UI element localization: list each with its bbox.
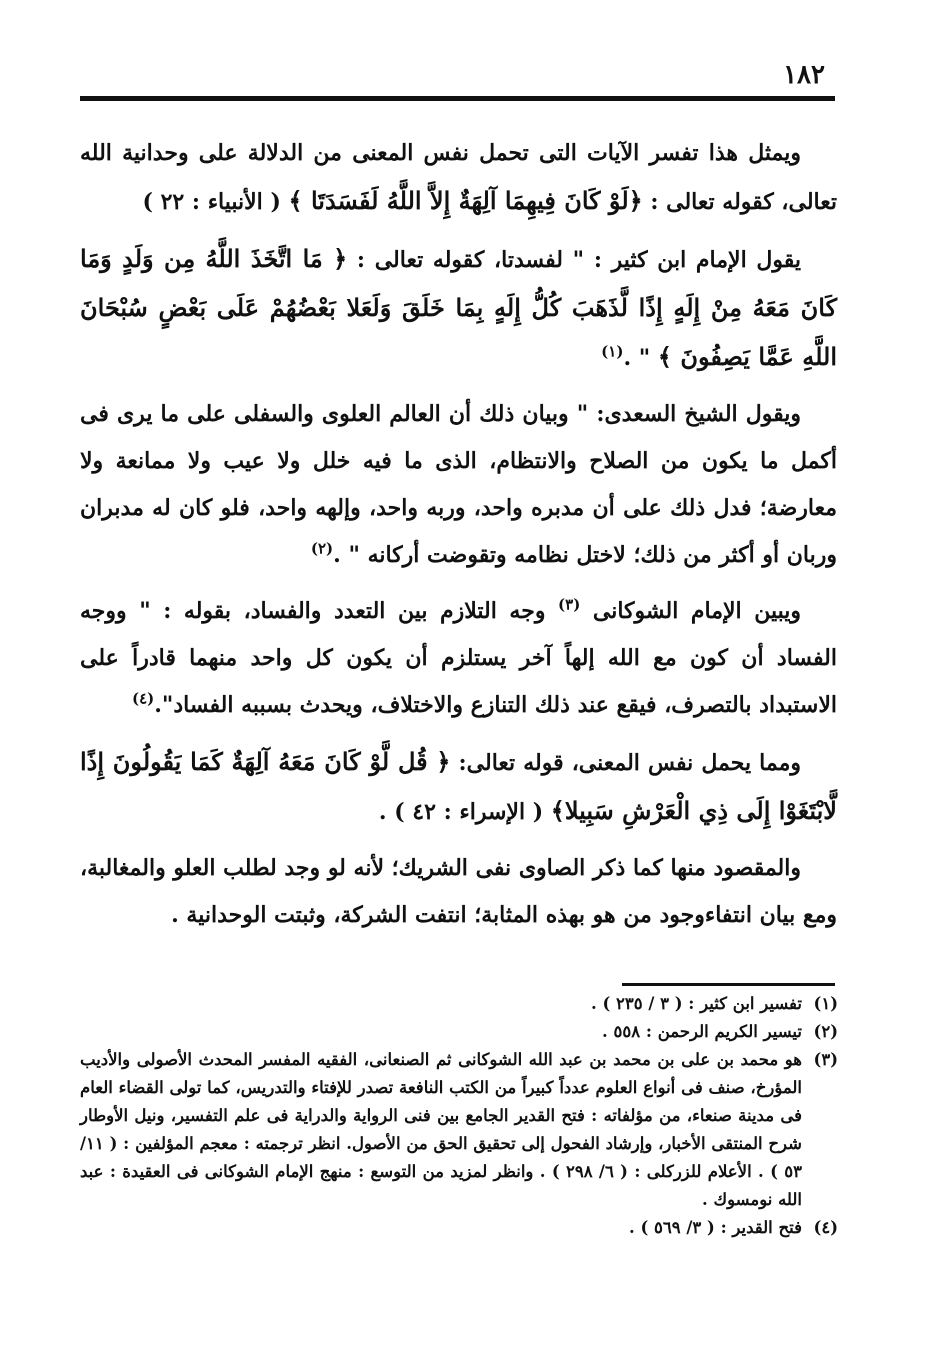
header-rule	[80, 96, 835, 101]
text-span: " .	[623, 345, 658, 371]
text-span: وجه التلازم بين التعدد والفساد، بقوله : " ووجه الفساد أن كون مع الله إلهاً آخر يستلزم أن يكون كل واحد منهما قادراً على الاستبداد بالتصرف، فيقع عند ذلك التنازع والاختلاف، ويحدث بسببه الفساد".	[80, 598, 837, 718]
paragraph-6	[80, 845, 837, 939]
footnote-ref: (٣)	[558, 595, 581, 614]
footnote-text: تفسير ابن كثير : ( ٣ / ٢٣٥ ) .	[590, 994, 802, 1013]
footnote-number: (٢)	[813, 1022, 838, 1041]
footnote-ref: (١)	[601, 342, 624, 361]
paragraph-4	[80, 588, 837, 729]
text-span: ويقول الشيخ السعدى: " وبيان ذلك أن العالم العلوى والسفلى على ما يرى فى أكمل ما يكون من الصلاح والانتظام، الذى ما فيه خلل ولا عيب ولا ممانعة ولا معارضة؛ فدل ذلك على أن مدبره واحد، وربه واحد، وإلهه واحد، فلو كان له مدبران وربان أو أكثر من ذلك؛ لاختل نظامه وتقوضت أركانه " .	[80, 401, 837, 568]
text-span: ومما يحمل نفس المعنى، قوله تعالى:	[450, 750, 802, 776]
text-span: ويمثل هذا تفسر الآيات التى تحمل نفس المعنى من الدلالة على وحدانية الله تعالى، كقوله تعالى :	[80, 140, 837, 215]
paragraph-1	[80, 130, 837, 226]
text-span: يقول الإمام ابن كثير : " لفسدتا، كقوله تعالى :	[347, 247, 801, 273]
footnote-2	[80, 1018, 838, 1046]
quran-verse: ﴿ مَا اتَّخَذَ اللَّهُ مِن وَلَدٍ وَمَا كَانَ مَعَهُ مِنْ إِلَهٍ إِذًا لَّذَهَبَ كُلُّ إِلَهٍ بِمَا خَلَقَ وَلَعَلا بَعْضُهُمْ عَلَى بَعْضٍ سُبْحَانَ اللَّهِ عَمَّا يَصِفُونَ ﴾	[80, 244, 837, 371]
footnote-rule	[622, 983, 835, 986]
footnote-text: فتح القدير : ( ٣/ ٥٦٩ ) .	[628, 1218, 802, 1237]
footnote-ref: (٤)	[131, 689, 155, 708]
paragraph-2	[80, 235, 837, 382]
quran-verse: ﴿لَوْ كَانَ فِيهِمَا آلِهَةٌ إِلاَّ اللَّهُ لَفَسَدَتَا ﴾	[288, 186, 643, 215]
text-span: والمقصود منها كما ذكر الصاوى نفى الشريك؛ لأنه لو وجد لطلب العلو والمغالبة، ومع بيان انتفاءوجود من هو بهذه المثابة؛ انتفت الشركة، وثبتت الوحدانية .	[79, 855, 837, 928]
quran-verse: ﴿ قُل لَّوْ كَانَ مَعَهُ آلِهَةٌ كَمَا يَقُولُونَ إِذًا لَّابْتَغَوْا إِلَى ذِي الْعَرْشِ سَبِيلا﴾	[80, 747, 837, 825]
page-number: ١٨٢	[783, 60, 825, 90]
footnote-ref: (٢)	[310, 539, 334, 558]
text-span: ويبين الإمام الشوكانى	[580, 598, 801, 624]
footnote-number: (٤)	[813, 1218, 838, 1237]
main-text	[80, 130, 837, 948]
footnotes	[80, 990, 838, 1242]
footnote-4	[80, 1214, 838, 1242]
footnote-text: هو محمد بن على بن محمد بن عبد الله الشوكانى ثم الصنعانى، الفقيه المفسر المحدث الأصولى والأديب المؤرخ، صنف فى أنواع العلوم عدداً كبيراً من الكتب النافعة تصدر للإفتاء والتدريس، كما تولى القضاء العام فى مدينة صنعاء، من مؤلفاته : فتح القدير الجامع بين فنى الرواية والدراية فى علم التفسير، ونيل الأوطار شرح المنتقى الأخبار، وإرشاد الفحول إلى تحقيق الحق من الأصول. انظر ترجمته : معجم المؤلفين : ( ١١/ ٥٣ ) . الأعلام للزركلى : ( ٦/ ٢٩٨ ) . وانظر لمزيد من التوسع : منهج الإمام الشوكانى فى العقيدة : عبد الله نومسوك .	[80, 1050, 802, 1209]
paragraph-3	[80, 391, 837, 579]
footnote-text: تيسير الكريم الرحمن : ٥٥٨ .	[602, 1022, 802, 1041]
paragraph-5	[80, 738, 837, 836]
footnote-3	[80, 1046, 838, 1214]
footnote-1	[80, 990, 838, 1018]
footnote-number: (١)	[813, 994, 838, 1013]
verse-reference: ( الأنبياء : ٢٢ )	[142, 189, 289, 215]
verse-reference: ( الإسراء : ٤٢ ) .	[378, 799, 551, 825]
footnote-number: (٣)	[813, 1050, 838, 1069]
